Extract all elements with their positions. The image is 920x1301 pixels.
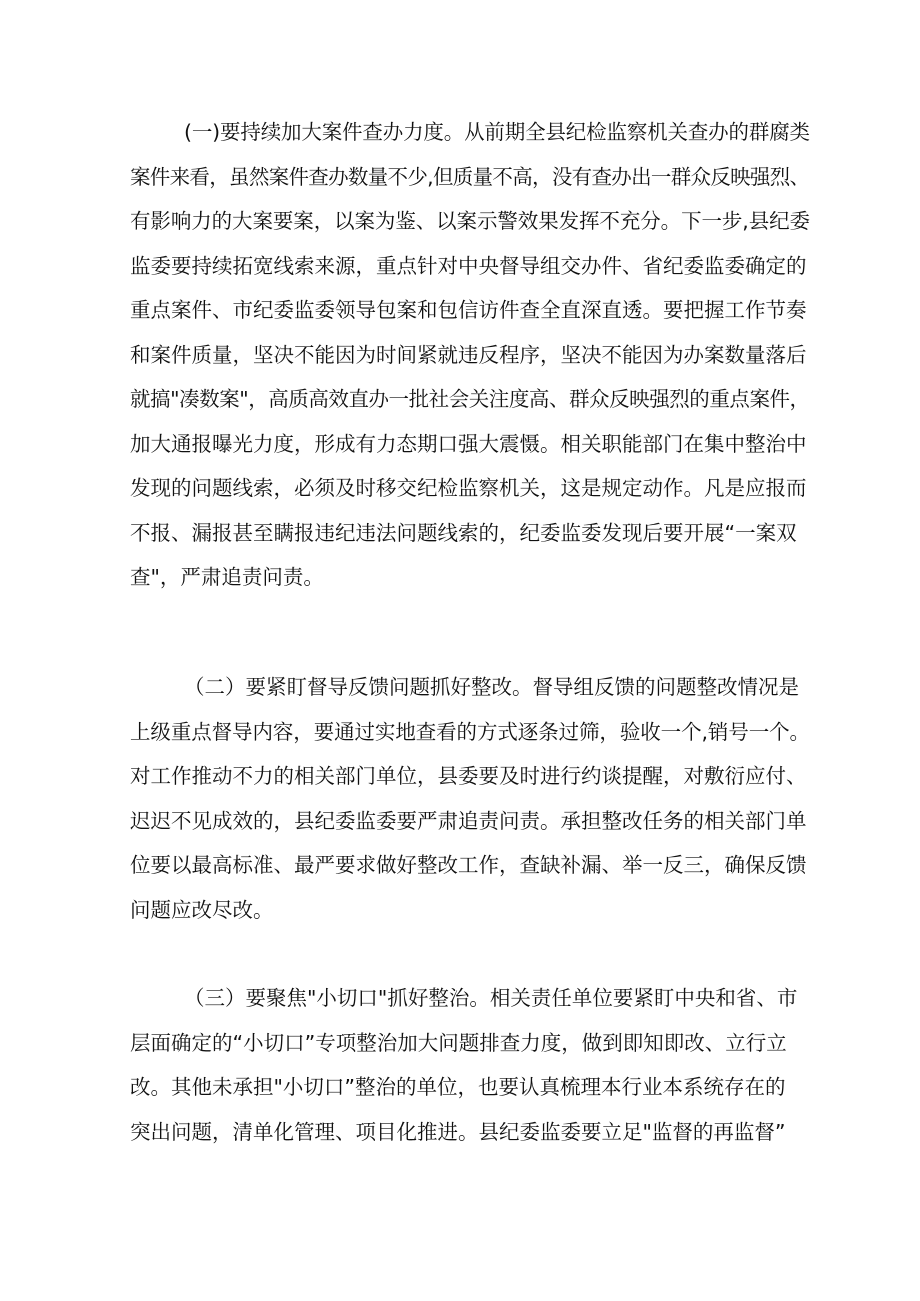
paragraph-line: 就搞"凑数案"，高质高效直办一批社会关注度高、群众反映强烈的重点案件， xyxy=(130,387,810,411)
paragraph-line: 迟迟不见成效的，县纪委监委要严肃追责问责。承担整改任务的相关部门单 xyxy=(130,808,807,833)
paragraph-line: 案件来看，虽然案件查办数量不少,但质量不高，没有查办出一群众反映强烈、 xyxy=(130,164,810,189)
paragraph-line: 问题应改尽改。 xyxy=(130,897,274,922)
paragraph-line: 改。其他未承担"小切口”整治的单位，也要认真梳理本行业本系统存在的 xyxy=(130,1075,786,1099)
paragraph-line: 监委要持续拓宽线索来源，重点针对中央督导组交办件、省纪委监委确定的 xyxy=(130,253,807,278)
paragraph-small-entry-point xyxy=(130,976,810,1154)
paragraph-line: 不报、漏报甚至瞒报违纪违法问题线索的，纪委监委发现后要开展“一案双 xyxy=(130,520,797,545)
paragraph-line: 重点案件、市纪委监委领导包案和包信访件查全直深直透。要把握工作节奏 xyxy=(130,298,807,322)
paragraph-line: 上级重点督导内容，要通过实地查看的方式逐条过筛，验收一个,销号一个。 xyxy=(130,719,810,744)
paragraph-line: （三）要聚焦"小切口"抓好整治。相关责任单位要紧盯中央和省、市 xyxy=(184,986,798,1010)
paragraph-line: 有影响力的大案要案，以案为鉴、以案示警效果发挥不充分。下一步,县纪委 xyxy=(130,209,810,233)
paragraph-line: 查"，严肃追责问责。 xyxy=(130,565,324,589)
paragraph-line: 发现的问题线索，必须及时移交纪检监察机关，这是规定动作。凡是应报而 xyxy=(130,476,807,500)
paragraph-line: (一)要持续加大案件查办力度。从前期全县纪检监察机关查办的群腐类 xyxy=(184,120,810,144)
paragraph-line: 层面确定的“小切口”专项整治加大问题排查力度，做到即知即改、立行立 xyxy=(130,1030,787,1055)
paragraph-line: 对工作推动不力的相关部门单位，县委要及时进行约谈提醒，对敷衍应付、 xyxy=(130,764,807,788)
paragraph-rectification xyxy=(130,665,810,932)
paragraph-line: 和案件质量，坚决不能因为时间紧就违反程序，坚决不能因为办案数量落后 xyxy=(130,342,807,367)
paragraph-line: 加大通报曝光力度，形成有力态期口强大震慑。相关职能部门在集中整治中 xyxy=(130,431,807,456)
paragraph-line: 突出问题，清单化管理、项目化推进。县纪委监委要立足"监督的再监督” xyxy=(130,1119,786,1144)
paragraph-line: 位要以最高标准、最严要求做好整改工作，查缺补漏、举一反三，确保反馈 xyxy=(130,853,807,877)
paragraph-line: （二）要紧盯督导反馈问题抓好整改。督导组反馈的问题整改情况是 xyxy=(184,675,799,699)
paragraph-case-investigation xyxy=(130,110,810,600)
